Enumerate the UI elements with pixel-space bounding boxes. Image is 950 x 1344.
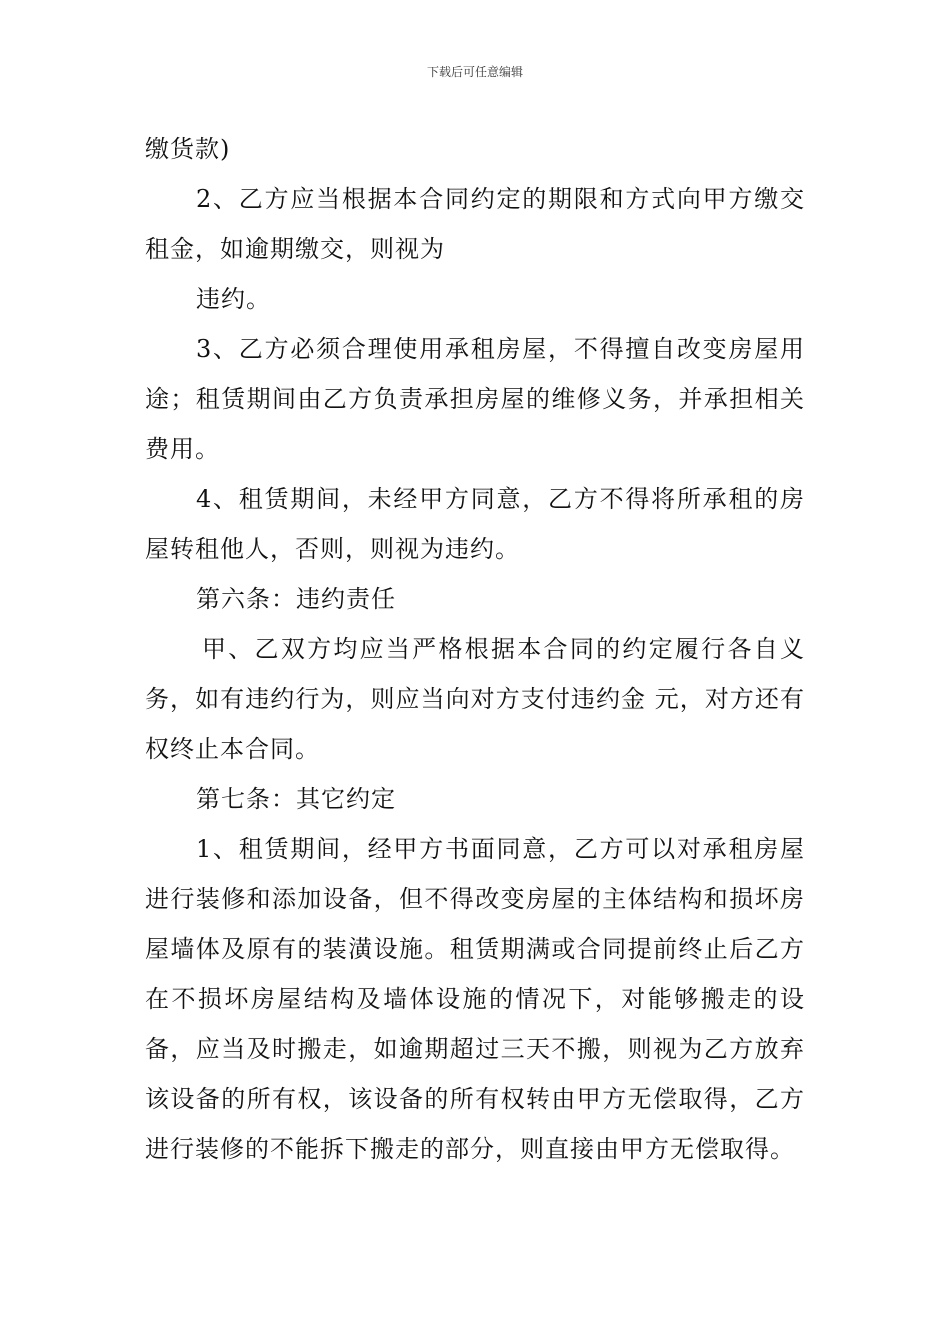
section-heading-article-6: 第六条：违约责任 — [196, 585, 396, 613]
paragraph-clause-2: 2、乙方应当根据本合同约定的期限和方式向甲方缴交租金，如逾期缴交，则视为 — [145, 185, 805, 263]
page-header: 下载后可任意编辑 — [426, 65, 523, 79]
document-body — [145, 124, 805, 1174]
paragraph-clause-2-cont: 违约。 — [196, 285, 271, 313]
paragraph-other-clause-1: 1、租赁期间，经甲方书面同意，乙方可以对承租房屋进行装修和添加设备，但不得改变房屋的主体结构和损坏房屋墙体及原有的装潢设施。租赁期满或合同提前终止后乙方在不损坏房屋结构及墙体设施的情况下，对能够搬走的设备，应当及时搬走，如逾期超过三天不搬，则视为乙方放弃该设备的所有权，该设备的所有权转由甲方无偿取得，乙方进行装修的不能拆下搬走的部分，则直接由甲方无偿取得。 — [145, 835, 805, 1163]
paragraph-breach-liability: 甲、乙双方均应当严格根据本合同的约定履行各自义务，如有违约行为，则应当向对方支付违约金 元，对方还有权终止本合同。 — [145, 635, 805, 763]
paragraph-clause-3: 3、乙方必须合理使用承租房屋，不得擅自改变房屋用途；租赁期间由乙方负责承担房屋的维修义务，并承担相关费用。 — [145, 335, 805, 463]
paragraph-continuation: 缴货款) — [145, 135, 231, 163]
paragraph-clause-4: 4、租赁期间，未经甲方同意，乙方不得将所承租的房屋转租他人，否则，则视为违约。 — [145, 485, 805, 563]
section-heading-article-7: 第七条：其它约定 — [196, 785, 396, 813]
